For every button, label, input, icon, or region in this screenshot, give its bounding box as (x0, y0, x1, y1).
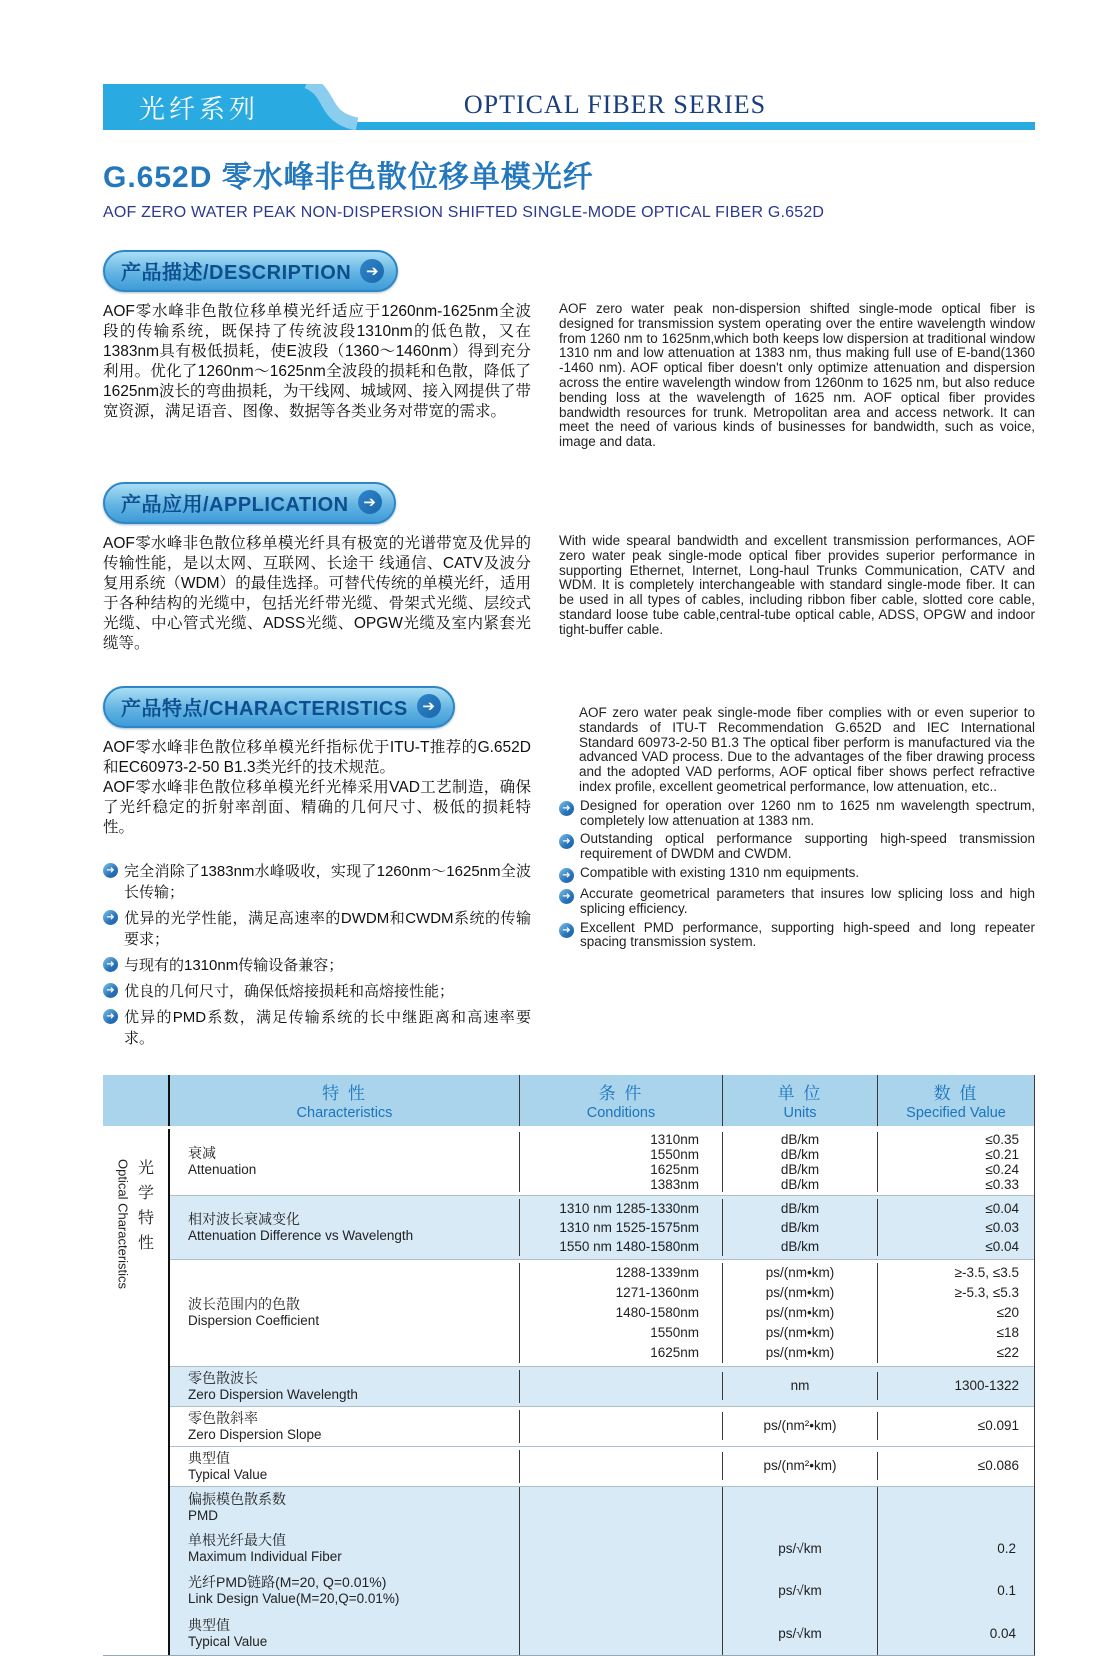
page-subtitle: AOF ZERO WATER PEAK NON-DISPERSION SHIFTED SINGLE-MODE OPTICAL FIBER G.652D (103, 204, 825, 221)
table-row: 偏振模色散系数 PMD (170, 1487, 1034, 1528)
feature-item: ➜ Outstanding optical performance supporting high-speed transmission requirement of DWDM and CWDM. (559, 832, 1035, 862)
bullet-arrow-icon: ➜ (103, 1009, 118, 1024)
feature-item: ➜ Compatible with existing 1310 nm equipments. (559, 866, 1035, 883)
page-title: G.652D 零水峰非色散位移单模光纤 (103, 161, 594, 194)
description-text-cn: AOF零水峰非色散位移单模光纤适应于1260nm-1625nm全波段的传输系统，既保持了传统波段1310nm的低色散，又在1383nm具有极低损耗，使E波段（1360～1460nm）得到充分利用。优化了1260nm～1625nm全波段的损耗和色散，降低了1625nm波长的弯曲损耗，为干线网、城域网、接入网提供了带宽资源，满足语音、图像、数据等各类业务对带宽的需求。 (103, 303, 532, 420)
characteristics-cn (103, 738, 531, 1049)
feature-item: ➜ 优异的光学性能，满足高速率的DWDM和CWDM系统的传输要求； (103, 908, 531, 950)
feature-item: ➜ Designed for operation over 1260 nm to 1625 nm wavelength spectrum, completely low attenuation at 1383 nm. (559, 799, 1035, 829)
table-row: 1550 nm 1480-1580nm dB/km ≤0.04 (520, 1237, 1034, 1256)
arrow-circle-icon: ➔ (358, 490, 382, 514)
banner-en-label: OPTICAL FIBER SERIES (463, 90, 767, 119)
table-row: 典型值 Typical Value ps/√km 0.04 (170, 1613, 1034, 1655)
bullet-arrow-icon: ➜ (103, 957, 118, 972)
arrow-circle-icon: ➔ (360, 259, 384, 283)
table-row: 1310 nm 1525-1575nm dB/km ≤0.03 (520, 1218, 1034, 1237)
section-description (103, 250, 1035, 450)
side-category-label: 光学特性 Optical Characteristics (103, 1129, 170, 1655)
table-row: 1310 nm 1285-1330nm dB/km ≤0.04 (520, 1199, 1034, 1218)
table-row: 1625nm ps/(nm•km) ≤22 (520, 1343, 1034, 1363)
header-specified-value: 数 值 Specified Value (906, 1084, 1006, 1122)
row-group-zero-dispersion-slope: 零色散斜率 Zero Dispersion Slope ps/(nm²•km) ≤0.091 (170, 1406, 1034, 1446)
bullet-arrow-icon: ➜ (559, 834, 574, 849)
characteristics-intro-cn-2: AOF零水峰非色散位移单模光纤光棒采用VAD工艺制造，确保了光纤稳定的折射率剖面、精确的几何尺寸、极低的损耗特性。 (103, 778, 531, 836)
table-row: nm 1300-1322 (520, 1372, 1034, 1400)
header-conditions: 条 件 Conditions (520, 1075, 723, 1126)
banner-block (103, 84, 295, 130)
table-row: 光纤PMD链路(M=20, Q=0.01%) Link Design Value(M=20,Q=0.01%) ps/√km 0.1 (170, 1569, 1034, 1613)
application-heading: 产品应用/APPLICATION ➔ (103, 482, 396, 524)
header-units: 单 位 Units (723, 1075, 878, 1126)
datasheet-page (103, 84, 1035, 1656)
row-group-zero-dispersion-wavelength: 零色散波长 Zero Dispersion Wavelength nm 1300-1322 (170, 1366, 1034, 1406)
characteristics-intro-en: AOF zero water peak single-mode fiber complies with or even superior to standards of ITU-T Recommendation G.652D and IEC International Standard 60973-2-50 B1.3 The optical fiber perform is manufactured via the advanced VAD process. Due to the advantages of the fiber drawing process and the adopted VAD performs, AOF optical fiber shows perfect refractive index profile, excellent geometrical performance, low attenuation, etc.. (579, 704, 1035, 794)
row-group-attenuation-difference: 相对波长衰减变化 Attenuation Difference vs Wavelength 1310 nm 1285-1330nm dB/km ≤0.04 1310 nm 1525-1575nm dB/km ≤0.03 1550 nm 1480-1580nm dB/km ≤0.04 (170, 1195, 1034, 1259)
table-row: 1271-1360nm ps/(nm•km) ≥-5.3, ≤5.3 (520, 1283, 1034, 1303)
description-heading: 产品描述/DESCRIPTION ➔ (103, 250, 398, 292)
characteristics-heading: 产品特点/CHARACTERISTICS ➔ (103, 686, 455, 728)
description-text-en: AOF zero water peak non-dispersion shifted single-mode optical fiber is designed for transmission system operating over the entire wavelength window from 1260 nm to 1625nm,which both keeps low dispersion at traditional window 1310 nm and low attenuation at 1383 nm, thus making full use of E-band(1360 -1460 nm). AOF optical fiber doesn't only optimize attenuation and dispersion across the entire wavelength window from 1260nm to 1625 nm, but also reduce bending loss at the wavelength of 1625 nm. AOF optical fiber provides bandwidth resources for trunk. Metropolitan area and access network. It can meet the need of various kinds of businesses for bandwidth, such as voice, image and data. (559, 301, 1035, 450)
characteristics-en (559, 706, 1035, 1049)
section-application (103, 482, 1035, 654)
feature-item: ➜ 优良的几何尺寸，确保低熔接损耗和高熔接性能； (103, 981, 531, 1002)
row-group-dispersion-coefficient: 波长范围内的色散 Dispersion Coefficient 1288-1339nm ps/(nm•km) ≥-3.5, ≤3.5 1271-1360nm ps/(nm•km) ≥-5.3, ≤5.3 1480-1580nm ps/(nm•km) ≤20 1550nm ps/(nm•km) ≤18 1625nm ps/(nm•km) ≤22 (170, 1259, 1034, 1366)
header-corner-cell (103, 1075, 170, 1126)
table-row: 1480-1580nm ps/(nm•km) ≤20 (520, 1303, 1034, 1323)
table-row: ps/(nm²•km) ≤0.091 (520, 1412, 1034, 1440)
table-row: 1625nm dB/km ≤0.24 (520, 1162, 1034, 1177)
table-row: 单根光纤最大值 Maximum Individual Fiber ps/√km 0.2 (170, 1528, 1034, 1569)
banner-cn-label: 光纤系列 (138, 93, 259, 124)
row-group-attenuation: 衰减 Attenuation 1310nm dB/km ≤0.35 1550nm dB/km ≤0.21 1625nm dB/km ≤0.24 1383nm dB/km ≤0.33 (170, 1129, 1034, 1195)
header-characteristics: 特 性 Characteristics (170, 1075, 520, 1126)
table-row: 1383nm dB/km ≤0.33 (520, 1177, 1034, 1192)
bullet-arrow-icon: ➜ (103, 863, 118, 878)
feature-item: ➜ 优异的PMD系数，满足传输系统的长中继距离和高速率要求。 (103, 1007, 531, 1049)
spec-table-header (103, 1075, 1034, 1129)
feature-item: ➜ 与现有的1310nm传输设备兼容； (103, 955, 531, 976)
row-group-typical-value: 典型值 Typical Value ps/(nm²•km) ≤0.086 (170, 1446, 1034, 1486)
bullet-arrow-icon: ➜ (559, 868, 574, 883)
characteristics-intro-cn-1: AOF零水峰非色散位移单模光纤指标优于ITU-T推荐的G.652D和EC60973-2-50 B1.3类光纤的技术规范。 (103, 738, 531, 776)
bullet-arrow-icon: ➜ (103, 910, 118, 925)
feature-item: ➜ 完全消除了1383nm水峰吸收，实现了1260nm～1625nm全波长传输； (103, 861, 531, 903)
application-text-en: With wide spearal bandwidth and excellent transmission performances, AOF zero water peak single-mode optical fiber provides superior performance in supporting Ethernet, Internet, Long-haul Trunks Communication, CATV and WDM. It is completely interchangeable with standard single-mode fiber. It can be used in all types of cables, including ribbon fiber cable, slotted core cable, standard loose tube cable,central-tube optical cable, ADSS, OPGW and indoor tight-buffer cable. (559, 532, 1035, 637)
section-characteristics (103, 686, 1035, 1049)
bullet-arrow-icon: ➜ (559, 889, 574, 904)
bullet-arrow-icon: ➜ (103, 983, 118, 998)
arrow-circle-icon: ➔ (417, 694, 441, 718)
table-row: 1550nm ps/(nm•km) ≤18 (520, 1323, 1034, 1343)
bullet-arrow-icon: ➜ (559, 801, 574, 816)
spec-table (103, 1075, 1035, 1656)
row-group-pmd (170, 1486, 1034, 1655)
table-row: 1310nm dB/km ≤0.35 (520, 1132, 1034, 1147)
table-row: ps/(nm²•km) ≤0.086 (520, 1452, 1034, 1480)
table-row: 1288-1339nm ps/(nm•km) ≥-3.5, ≤3.5 (520, 1263, 1034, 1283)
feature-item: ➜ Excellent PMD performance, supporting high-speed and long repeater spacing transmission system. (559, 921, 1035, 951)
table-row: 1550nm dB/km ≤0.21 (520, 1147, 1034, 1162)
series-banner (103, 84, 1035, 130)
application-text-cn: AOF零水峰非色散位移单模光纤具有极宽的光谱带宽及优异的传输性能，是以太网、互联网、长途干 线通信、CATV及波分复用系统（WDM）的最佳选择。可替代传统的单模光纤，适用于各种结构的光缆中，包括光纤带光缆、骨架式光缆、层绞式光缆、中心管式光缆、ADSS光缆、OPGW光缆及室内紧套光缆等。 (103, 534, 531, 652)
bullet-arrow-icon: ➜ (559, 923, 574, 938)
feature-item: ➜ Accurate geometrical parameters that insures low splicing loss and high splicing efficiency. (559, 887, 1035, 917)
